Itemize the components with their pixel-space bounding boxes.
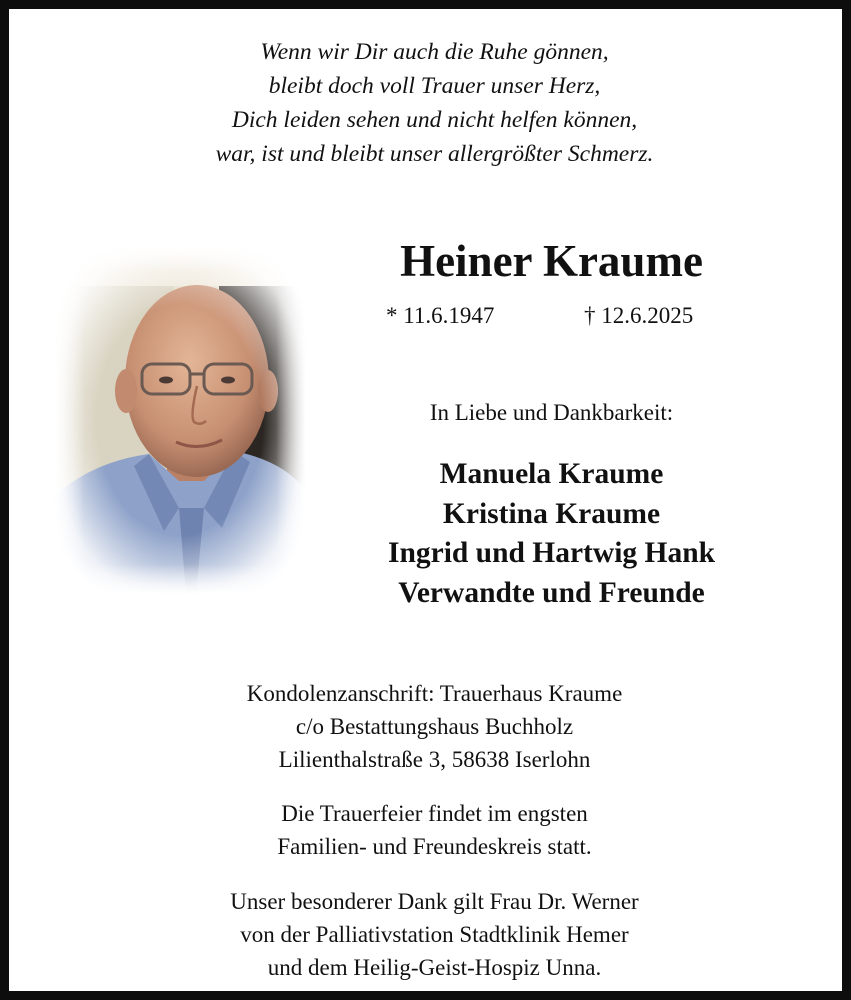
funeral-note [9,797,851,863]
mourners-list [329,455,774,613]
thanks-note [9,885,851,984]
portrait-photo [54,246,306,594]
address-line: c/o Bestattungshaus Buchholz [295,714,574,739]
death-date: † 12.6.2025 [584,303,694,328]
address-line: Lilienthalstraße 3, 58638 Iserlohn [278,747,591,772]
poem-line: Dich leiden sehen und nicht helfen können, [231,107,638,133]
condolence-address [9,677,851,776]
birth-date: * 11.6.1947 [386,303,495,328]
dedication-line: In Liebe und Dankbarkeit: [429,400,674,425]
mourner-name: Kristina Kraume [442,497,661,530]
funeral-line: Familien- und Freundeskreis statt. [277,834,592,859]
poem-line: bleibt doch voll Trauer unser Herz, [268,73,601,99]
mourner-name: Ingrid und Hartwig Hank [387,537,716,569]
portrait-illustration [54,246,306,594]
address-line: Kondolenzanschrift: Trauerhaus Kraume [246,681,623,706]
deceased-name: Heiner Kraume [400,236,703,286]
thanks-line: von der Palliativstation Stadtklinik Hemer [240,922,629,947]
thanks-line: Unser besonderer Dank gilt Frau Dr. Werner [230,889,639,914]
mourner-name: Manuela Kraume [439,458,664,490]
thanks-line: und dem Heilig-Geist-Hospiz Unna. [267,955,602,980]
funeral-line: Die Trauerfeier findet im engsten [281,801,588,826]
poem-line: war, ist und bleibt unser allergrößter Schmerz. [215,141,654,167]
poem-line: Wenn wir Dir auch die Ruhe gönnen, [260,39,609,65]
mourner-name: Verwandte und Freunde [398,576,705,609]
memorial-poem [9,35,851,171]
